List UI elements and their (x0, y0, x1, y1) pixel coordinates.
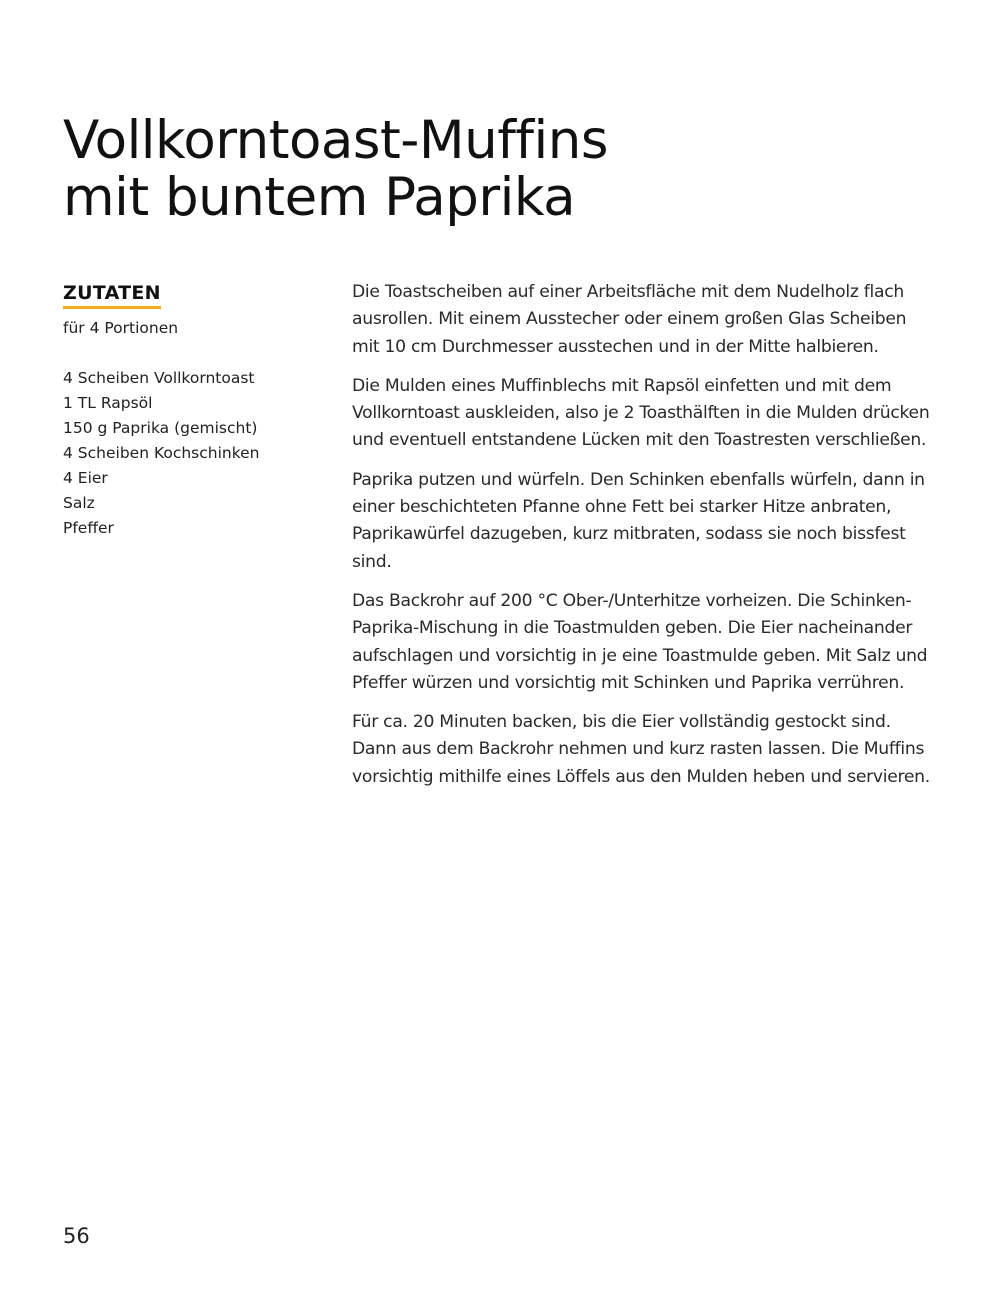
recipe-title (63, 112, 943, 226)
ingredients-heading: ZUTATEN (63, 281, 161, 309)
ingredient-list (63, 366, 323, 541)
method-step-paragraph: Das Backrohr auf 200 °C Ober-/Unterhitze vorheizen. Die Schinken-Paprika-Mischung in die Toastmulden geben. Die Eier nacheinander aufschlagen und vorsichtig in je eine Toastmulde geben. Mit Salz und Pfeffer würzen und vorsichtig mit Schinken und Paprika verrühren. (352, 590, 928, 693)
method-step-paragraph: Paprika putzen und würfeln. Den Schinken ebenfalls würfeln, dann in einer beschichteten Pfanne ohne Fett bei starker Hitze anbraten, Paprikawürfel dazugeben, kurz mitbraten, sodass sie noch bissfest sind. (352, 469, 925, 572)
ingredient-item: 4 Eier (63, 469, 108, 487)
ingredient-item: Pfeffer (63, 519, 114, 537)
method-step-paragraph: Die Mulden eines Muffinblechs mit Rapsöl einfetten und mit dem Vollkorntoast auskleiden, also je 2 Toasthälften in die Mulden drücken und eventuell entstandene Lücken mit den Toastresten verschließen. (352, 375, 930, 451)
method-step-paragraph: Die Toastscheiben auf einer Arbeitsfläche mit dem Nudelholz flach ausrollen. Mit einem Ausstecher oder einem großen Glas Scheiben mit 10 cm Durchmesser ausstechen und in der Mitte halbieren. (352, 282, 907, 357)
ingredient-item: 4 Scheiben Kochschinken (63, 444, 260, 462)
ingredient-item: 150 g Paprika (gemischt) (63, 419, 258, 437)
recipe-title-line-1: Vollkorntoast-Muffins (63, 110, 608, 171)
ingredient-item: 1 TL Rapsöl (63, 394, 153, 412)
ingredients-section (63, 281, 323, 541)
method-section (352, 279, 932, 803)
recipe-title-line-2: mit buntem Paprika (63, 167, 576, 228)
ingredient-item: Salz (63, 494, 95, 512)
page-number: 56 (63, 1224, 90, 1248)
ingredient-item: 4 Scheiben Vollkorntoast (63, 369, 255, 387)
portions-text: für 4 Portionen (63, 319, 179, 337)
method-step-paragraph: Für ca. 20 Minuten backen, bis die Eier vollständig gestockt sind. Dann aus dem Backrohr nehmen und kurz rasten lassen. Die Muffins vorsichtig mithilfe eines Löffels aus den Mulden heben und servieren. (352, 712, 930, 787)
